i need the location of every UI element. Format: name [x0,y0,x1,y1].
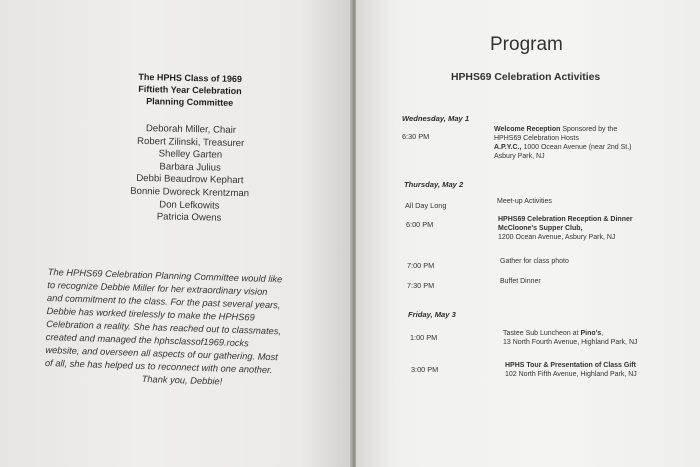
event-time: 6:00 PM [406,220,434,229]
tribute-thanks: Thank you, Debbie! [141,374,223,387]
committee-block [40,72,340,225]
tribute-line: Celebration a reality. She has reached out to classmates, [46,318,282,337]
committee-member: Debbi Beaudrow Kephart [136,173,244,187]
committee-title-line: The HPHS Class of 1969 [138,71,243,85]
event-text: Buffet Dinner [500,278,541,285]
committee-member: Don Lefkowits [159,198,220,212]
event-venue: A.P.Y.C., [494,144,522,151]
day-heading-thursday: Thursday, May 2 [404,180,464,189]
committee-member: Shelley Garten [158,148,223,161]
event-text: Tastee Sub Luncheon at [503,330,581,337]
tribute-line: The HPHS69 Celebration Planning Committee would like [47,266,283,285]
event-punctuation: , [601,330,604,337]
committee-member: Deborah Miller, Chair [145,123,237,136]
tribute-line: of all, she has helped us to reconnect with one another. [44,357,273,376]
event-buffet-dinner [500,277,541,286]
event-luncheon [503,329,638,347]
tribute-line: website, and overseen all aspects of our gathering. Most [45,344,278,363]
event-text: Gather for class photo [500,258,569,265]
event-venue: McCloone's Supper Club, [498,225,583,232]
event-time: All Day Long [405,201,447,210]
event-address: 102 North Fifth Avenue, Highland Park, NJ [505,371,637,378]
committee-members [39,121,341,228]
tribute-line: Debbie has worked tirelessly to make the HPHS69 [46,305,255,323]
program-subtitle: HPHS69 Celebration Activities [451,72,601,83]
committee-member: Bonnie Dworeck Krentzman [130,185,250,200]
day-heading-friday: Friday, May 3 [408,310,456,319]
event-time: 7:30 PM [407,281,435,290]
event-title: HPHS Tour & Presentation of Class Gift [505,362,636,369]
event-city: Asbury Park, NJ [494,153,545,160]
event-class-photo [500,257,569,266]
committee-member: Robert Zilinski, Treasurer [136,135,245,149]
event-time: 3:00 PM [411,365,439,374]
committee-member: Barbara Julius [159,161,221,174]
tribute-line: and commitment to the class. For the past several years, [46,292,281,311]
event-text: Meet-up Activities [497,198,552,205]
event-reception-dinner [498,215,633,242]
event-address: 1200 Ocean Avenue, Asbury Park, NJ [498,234,616,241]
event-venue: Pino's [580,330,602,337]
event-detail: HPHS69 Celebration Hosts [494,135,579,142]
day-heading-wednesday: Wednesday, May 1 [402,114,470,123]
committee-member: Patricia Owens [156,211,222,224]
event-welcome-reception [494,125,632,161]
event-title: HPHS69 Celebration Reception & Dinner [498,216,633,223]
event-address: 13 North Fourth Avenue, Highland Park, NJ [503,339,638,346]
committee-title-line: Fiftieth Year Celebration [138,83,242,97]
program-title: Program [490,34,563,55]
event-title: Welcome Reception [494,126,561,133]
event-time: 7:00 PM [407,261,435,270]
committee-title-line: Planning Committee [146,96,234,108]
event-time: 1:00 PM [410,333,438,342]
tribute-line: created and managed the hphsclassof1969.rocks [45,331,249,349]
tribute-paragraph [44,266,323,392]
event-meetup [497,197,552,206]
event-tour [505,361,637,379]
event-address: 1000 Ocean Avenue (near 2nd St.) [521,144,632,151]
tribute-line: to recognize Debbie Miller for her extraordinary vision [47,279,268,297]
event-text: Sponsored by the [560,126,618,133]
committee-title [40,69,341,111]
event-time: 6:30 PM [402,132,430,141]
